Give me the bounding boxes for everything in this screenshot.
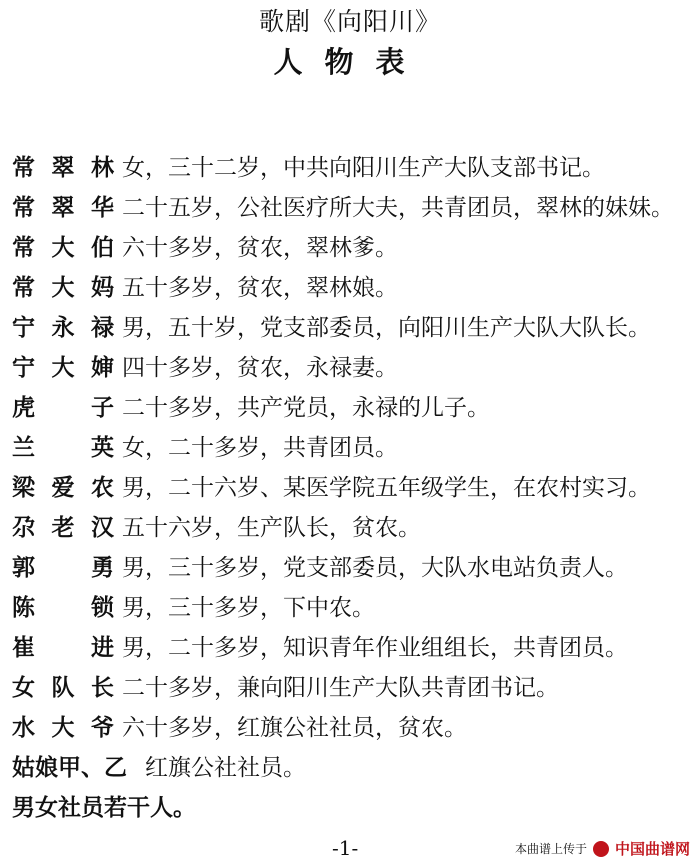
list-item: [12, 308, 692, 348]
list-item: [12, 508, 692, 548]
page-number: -1-: [332, 836, 359, 860]
page-subtitle: 人物表: [273, 45, 427, 79]
character-desc: 男，三十多岁，下中农。: [122, 595, 375, 621]
list-item: [12, 628, 692, 668]
character-desc: 五十六岁，生产队长，贫农。: [122, 515, 421, 541]
list-item: [12, 468, 692, 508]
character-name: 梁爱农: [12, 475, 114, 501]
character-name: 常大妈: [12, 275, 114, 301]
character-name: 陈锁: [12, 595, 114, 621]
list-item: [12, 588, 692, 628]
character-name: 水大爷: [12, 715, 114, 741]
character-name: 女队长: [12, 675, 114, 701]
list-item: [12, 548, 692, 588]
character-desc: 男，二十多岁，知识青年作业组组长，共青团员。: [122, 635, 628, 661]
list-item: [12, 388, 692, 428]
list-item: [12, 148, 692, 188]
list-item: [12, 228, 692, 268]
character-desc: 五十多岁，贫农，翠林娘。: [122, 275, 398, 301]
list-item: [12, 668, 692, 708]
character-desc: 四十多岁，贫农，永禄妻。: [122, 355, 398, 381]
character-desc: 男，三十多岁，党支部委员，大队水电站负责人。: [122, 555, 628, 581]
character-desc: 女，二十多岁，共青团员。: [122, 435, 398, 461]
character-name: 虎子: [12, 395, 114, 421]
character-desc: 六十多岁，红旗公社社员，贫农。: [122, 715, 467, 741]
character-desc: 红旗公社社员。: [145, 755, 306, 781]
character-list: [12, 148, 692, 828]
page-title: 歌剧《向阳川》: [258, 7, 441, 36]
character-desc: [214, 788, 692, 828]
character-name: 常翠华: [12, 195, 114, 221]
character-desc: 二十五岁，公社医疗所大夫，共青团员，翠林的妹妹。: [122, 195, 674, 221]
list-item: [12, 708, 692, 748]
character-desc: 六十多岁，贫农，翠林爹。: [122, 235, 398, 261]
list-item: [12, 348, 692, 388]
character-name: 宁永禄: [12, 315, 114, 341]
character-name: 常大伯: [12, 235, 114, 261]
character-desc: 女，三十二岁，中共向阳川生产大队支部书记。: [122, 155, 605, 181]
character-name: 男女社员若干人。: [12, 795, 196, 821]
character-name: 兰英: [12, 435, 114, 461]
site-logo-text: 中国曲谱网: [614, 840, 690, 858]
character-name: 宁大婶: [12, 355, 114, 381]
list-item: [12, 788, 692, 828]
character-desc: 二十多岁，共产党员，永禄的儿子。: [122, 395, 490, 421]
character-name: 常翠林: [12, 155, 114, 181]
character-name: 郭勇: [12, 555, 114, 581]
list-item: [12, 748, 692, 788]
footer-text: 本曲谱上传于: [514, 842, 587, 856]
character-name: 尕老汉: [12, 515, 114, 541]
character-name: 崔进: [12, 635, 114, 661]
character-name: 姑娘甲、乙: [12, 755, 127, 781]
character-desc: 二十多岁，兼向阳川生产大队共青团书记。: [122, 675, 559, 701]
character-desc: 男，二十六岁、某医学院五年级学生，在农村实习。: [122, 475, 651, 501]
list-item: [12, 268, 692, 308]
footer-watermark: [515, 838, 690, 859]
site-logo-icon: [593, 841, 609, 857]
list-item: [12, 428, 692, 468]
list-item: [12, 188, 692, 228]
character-desc: 男，五十岁，党支部委员，向阳川生产大队大队长。: [122, 315, 651, 341]
